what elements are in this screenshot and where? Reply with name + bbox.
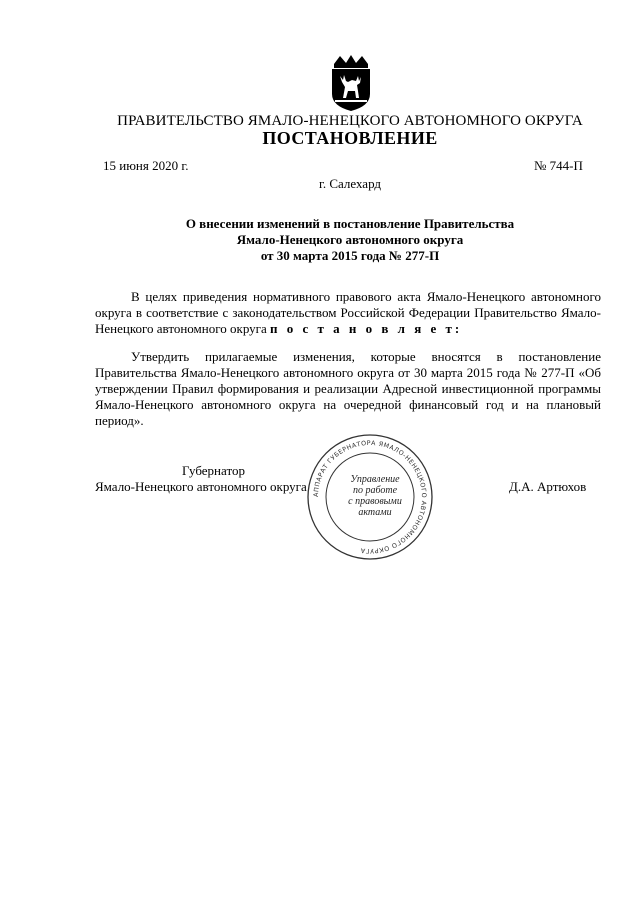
signatory-name: Д.А. Артюхов (509, 479, 587, 494)
coat-of-arms-icon (326, 54, 376, 112)
document-type: ПОСТАНОВЛЕНИЕ (262, 128, 438, 148)
signatory-title: Губернатор (182, 463, 245, 478)
stamp-line-2: по работе (352, 485, 398, 496)
stamp-inner-text (345, 474, 405, 518)
stamp-line-1: Управление (350, 474, 400, 485)
resolves-word: п о с т а н о в л я е т: (270, 321, 463, 336)
stamp-ring-text: АППАРАТ ГУБЕРНАТОРА ЯМАЛО-НЕНЕЦКОГО АВТОНОМНОГО ОКРУГА (312, 439, 428, 555)
document-date: 15 июня 2020 г. (103, 158, 189, 173)
government-name: ПРАВИТЕЛЬСТВО ЯМАЛО-НЕНЕЦКОГО АВТОНОМНОГО ОКРУГА (117, 113, 583, 129)
subject-line-1: О внесении изменений в постановление Правительства (185, 216, 515, 231)
subject-line-3: от 30 марта 2015 года № 277-П (260, 248, 440, 263)
body-paragraph-2: Утвердить прилагаемые изменения, которые вносятся в постановление Правительства Ямало-Ненецкого автономного округа от 30 марта 2015 года № 277-П «Об утверждении Правил формирования и реализации Адресной инвестиционной программы Ямало-Ненецкого автономного округа на очередной финансовый год и на плановый период». (95, 349, 601, 428)
document-number: № 744-П (534, 158, 583, 173)
stamp-line-4: актами (358, 507, 392, 518)
body-paragraph-1 (95, 289, 601, 337)
paragraph-1-text: В целях приведения нормативного правового акта Ямало-Ненецкого автономного округа в соответствие с законодательством Российской Федерации Правительство Ямало-Ненецкого автономного округа (95, 289, 601, 336)
stamp-line-3: с правовыми (348, 496, 402, 507)
subject-line-2: Ямало-Ненецкого автономного округа (236, 232, 464, 247)
document-subject (120, 216, 580, 264)
signatory-region: Ямало-Ненецкого автономного округа (95, 479, 307, 494)
document-city: г. Салехард (318, 176, 382, 191)
